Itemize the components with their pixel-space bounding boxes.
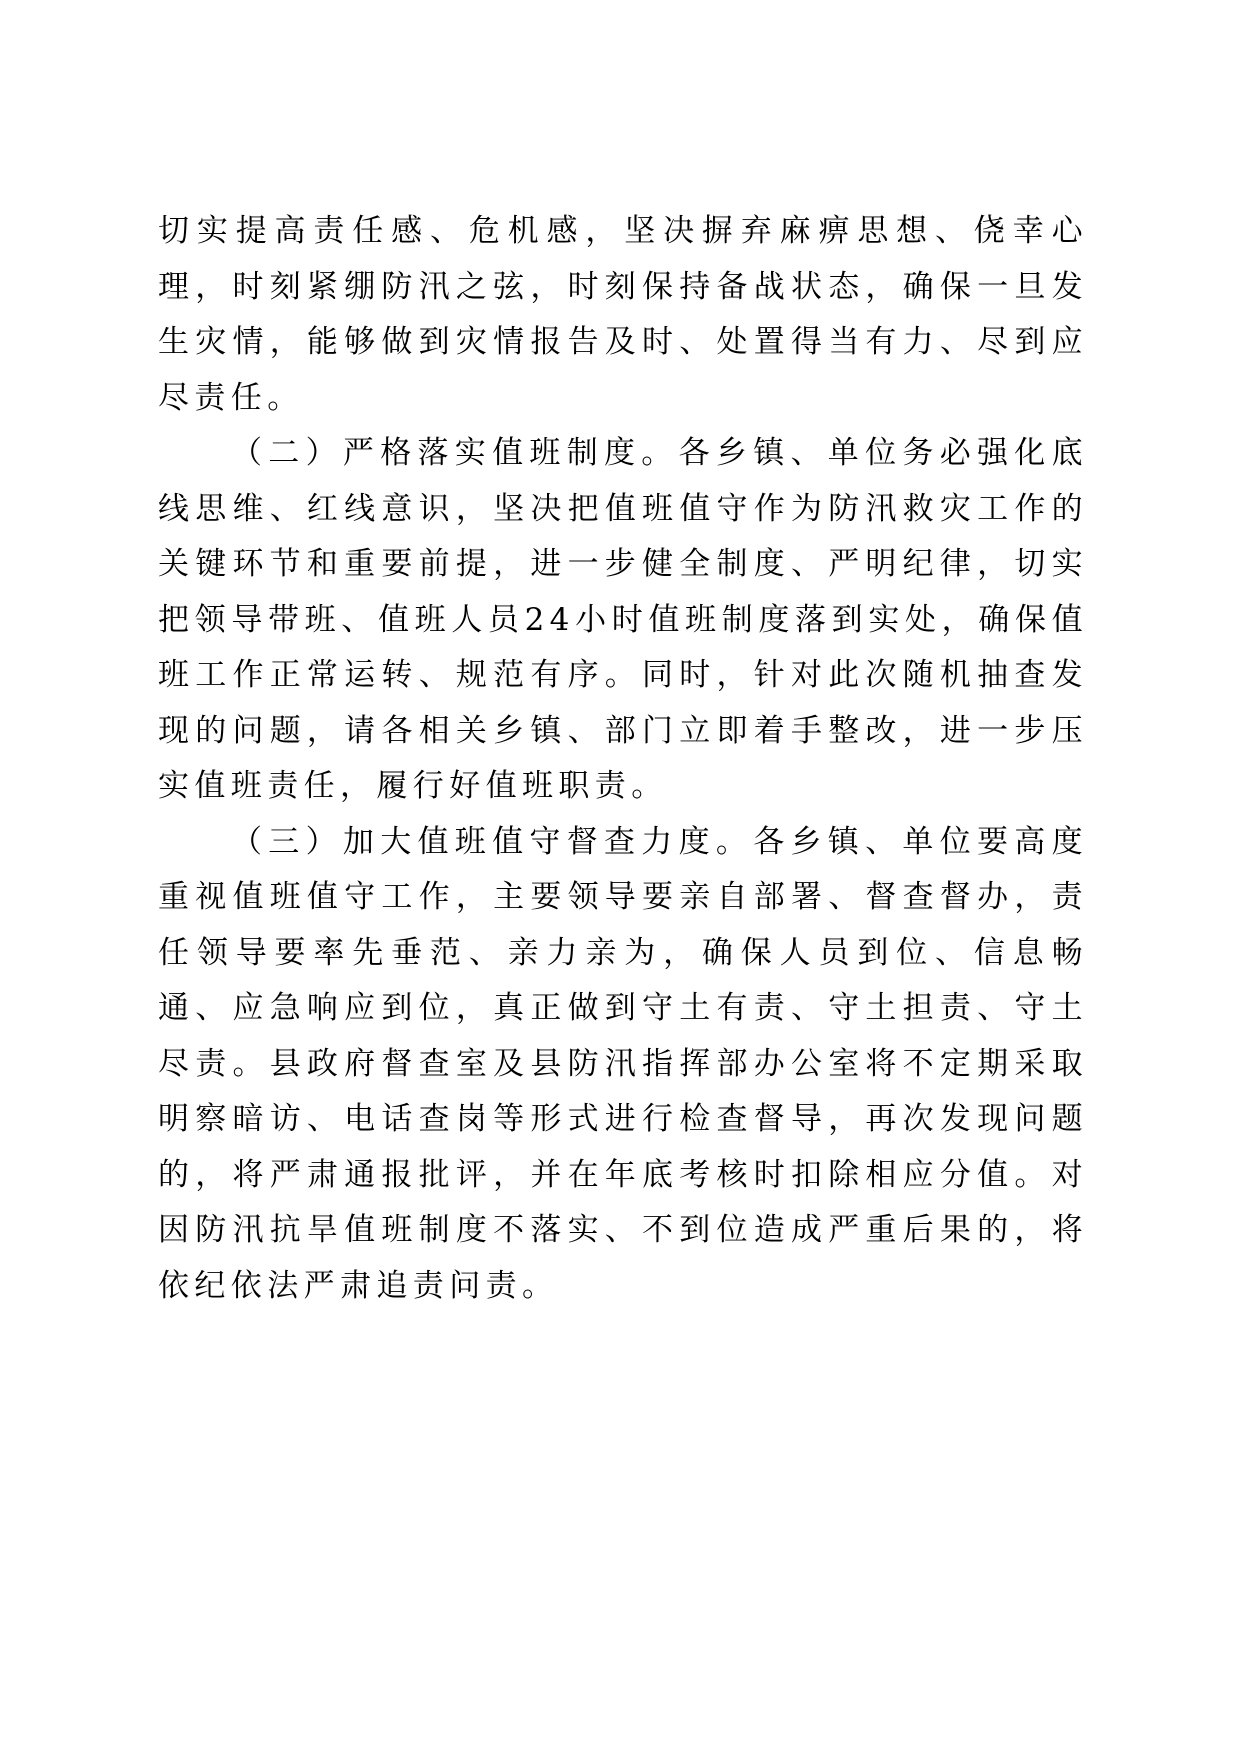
paragraph-section-2-duty-system: （二）严格落实值班制度。各乡镇、单位务必强化底线思维、红线意识，坚决把值班值守作为防汛救灾工作的关键环节和重要前提，进一步健全制度、严明纪律，切实把领导带班、值班人员24小时值班制度落到实处，确保值班工作正常运转、规范有序。同时，针对此次随机抽查发现的问题，请各相关乡镇、部门立即着手整改，进一步压实值班责任，履行好值班职责。 [158,435,1088,804]
paragraph-section-3-supervision: （三）加大值班值守督查力度。各乡镇、单位要高度重视值班值守工作，主要领导要亲自部署、督查督办，责任领导要率先垂范、亲力亲为，确保人员到位、信息畅通、应急响应到位，真正做到守土有责、守土担责、守土尽责。县政府督查室及县防汛指挥部办公室将不定期采取明察暗访、电话查岗等形式进行检查督导，再次发现问题的，将严肃通报批评，并在年底考核时扣除相应分值。对因防汛抗旱值班制度不落实、不到位造成严重后果的，将依纪依法严肃追责问责。 [158,823,1088,1304]
document-body [158,204,1088,1314]
paragraph-continuation: 切实提高责任感、危机感，坚决摒弃麻痹思想、侥幸心理，时刻紧绷防汛之弦，时刻保持备战状态，确保一旦发生灾情，能够做到灾情报告及时、处置得当有力、尽到应尽责任。 [158,213,1088,416]
